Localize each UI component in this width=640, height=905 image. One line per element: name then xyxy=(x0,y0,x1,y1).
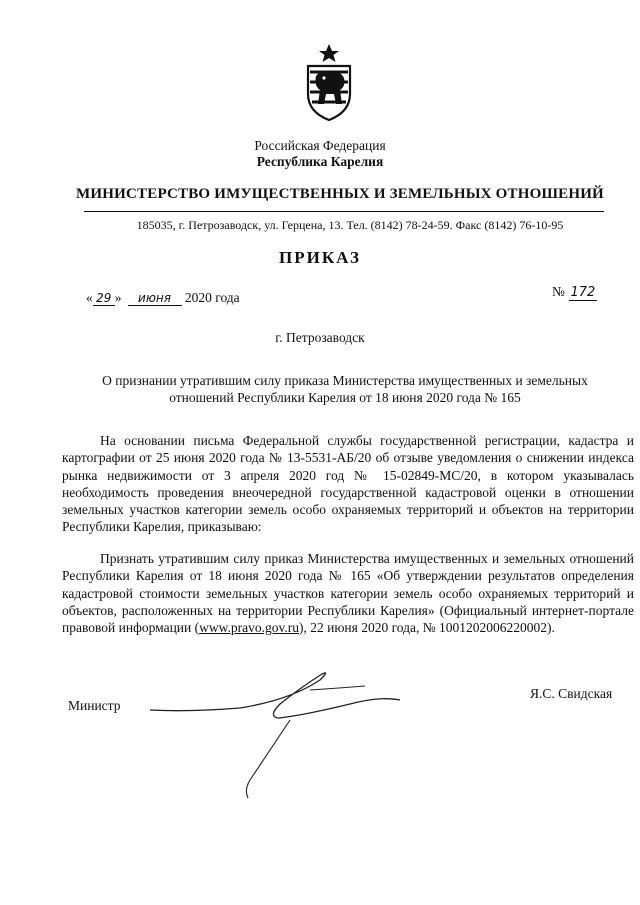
paragraph-2-text: Признать утратившим силу приказ Министерства имущественных и земельных отношений Республики Карелия от 18 июня 2020 года № 165 «Об утверждении результатов определения кадастровой стоимости земельных участков категории земель особо охраняемых территорий и объектов, расположенных на территории Республики Карелия» (Официальный интернет-портале правовой информации ( xyxy=(62,551,634,636)
karelia-coat-of-arms-icon xyxy=(300,42,358,122)
country-name: Российская Федерация xyxy=(254,138,386,153)
subject-line-1: О признании утратившим силу приказа Министерства имущественных и земельных xyxy=(102,373,588,388)
number-handwritten: 172 xyxy=(570,285,596,300)
republic-name: Республика Карелия xyxy=(256,154,384,169)
city: г. Петрозаводск xyxy=(275,330,365,345)
paragraph-2-tail: ), 22 июня 2020 года, № 1001202006220002). xyxy=(298,620,555,636)
body-paragraph-1: На основании письма Федеральной службы государственной регистрации, кадастра и картографии от 25 июня 2020 года № 13-5531-АБ/20 об отзыве уведомления о снижении индекса рынка недвижимости от 3 апреля 2020 год № 15-02849-МС/20, в котором указывалась необходимость проведения внеочередной государственной кадастровой оценки в отношении земельных участков категории земель особо охраняемых территорий и объектов на территории Республики Карелия, приказываю: xyxy=(62,433,634,535)
subject-line-2: отношений Республики Карелия от 18 июня 2020 года № 165 xyxy=(169,390,521,405)
date-open-quote: « xyxy=(86,290,93,305)
document-title: ПРИКАЗ xyxy=(279,248,361,267)
ministry-address: 185035, г. Петрозаводск, ул. Герцена, 13. Тел. (8142) 78-24-59. Факс (8142) 76-10-95 xyxy=(136,218,564,232)
date-close-quote: » xyxy=(114,290,122,305)
signer-name: Я.С. Свидская xyxy=(530,686,613,701)
ministry-name: МИНИСТЕРСТВО ИМУЩЕСТВЕННЫХ И ЗЕМЕЛЬНЫХ ОТНОШЕНИЙ xyxy=(76,186,604,202)
signer-position: Министр xyxy=(68,698,121,713)
date-month-handwritten: июня xyxy=(128,291,182,306)
number-label: № xyxy=(552,284,565,299)
body-paragraph-2 xyxy=(62,550,634,636)
order-date xyxy=(86,290,240,306)
order-number xyxy=(552,284,597,301)
handwritten-signature xyxy=(150,660,410,800)
date-year: 2020 года xyxy=(184,290,240,305)
order-subject xyxy=(60,372,630,406)
pravo-link[interactable]: www.pravo.gov.ru xyxy=(199,620,299,636)
header-divider xyxy=(84,211,604,212)
date-day-handwritten: 29 xyxy=(93,291,115,306)
